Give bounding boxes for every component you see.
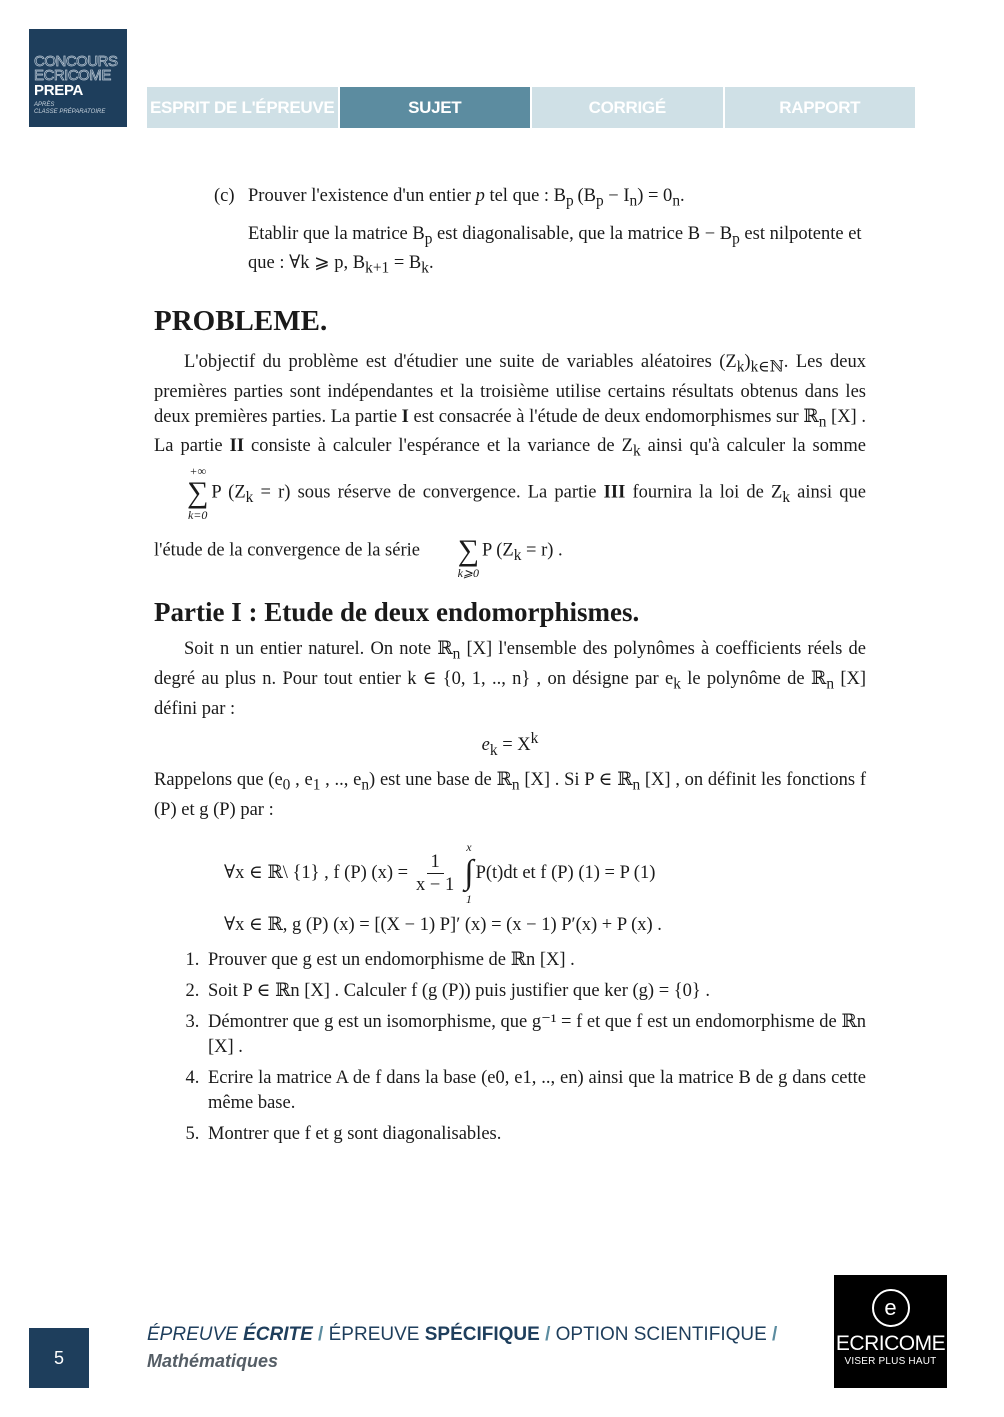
ecricome-e-icon: e (872, 1289, 910, 1327)
problem-intro: L'objectif du problème est d'étudier une suite de variables aléatoires $(Z_k)_{k\in ℕ}$. Les deux premières parties sont indépendantes et la troisième utilise certains résultats obtenus dans les deux premières parties. La partie I est consacrée à l'étude de deux endomorphismes sur ℝ$_n$ [X] . La partie II consiste à calculer l'espérance et la variance de $Z_k$ ainsi qu'à calculer la somme +∞ ∑ k=0 P $(Z_k = r)$ sous réserve de convergence. La partie III fournira la loi de $Z_k$ ainsi que l'étude de la convergence de la série ∑ k⩾0 P $(Z_k = r)$ . (154, 352, 866, 581)
question-2: 2. Soit P ∈ ℝn [X] . Calculer f (g (P)) puis justifier que ker (g) = {0} . (204, 979, 866, 1004)
footer-subject: Mathématiques (147, 1351, 279, 1371)
brand-name: ECRICOME (835, 1332, 946, 1355)
footer-exam-info: ÉPREUVE ÉCRITE / ÉPREUVE SPÉCIFIQUE / OPTION SCIENTIFIQUE / Mathématiques (147, 1321, 777, 1375)
brand-tagline: VISER PLUS HAUT (844, 1356, 937, 1367)
logo-line-apres: APRÈS (34, 102, 55, 108)
tab-esprit[interactable]: ESPRIT DE L'ÉPREUVE (147, 87, 338, 128)
series-sum-symbol: ∑ k⩾0 (457, 534, 479, 581)
tab-rapport[interactable]: RAPPORT (725, 87, 916, 128)
tab-sujet[interactable]: SUJET (340, 87, 531, 128)
fraction: $\frac{1}{x - 1}$ (416, 851, 455, 895)
question-1: 1. Prouver que g est un endomorphisme de ℝn [X] . (204, 948, 866, 973)
problem-title: PROBLEME. (154, 305, 328, 338)
logo-line-concours: CONCOURS (34, 53, 118, 70)
function-definitions (154, 841, 866, 938)
question-c-line2: Etablir que la matrice $B_p$ est diagonalisable, que la matrice $B - B_p$ est nilpotente et que : ∀k ⩾ p, $B_{k+1} = B_k$. (248, 223, 862, 278)
question-c-line1: Prouver l'existence d'un entier p tel que : $B_p$ $(B_p - I_n) = 0_n$. (248, 186, 685, 210)
integral-symbol: x ∫ 1 (464, 840, 474, 907)
question-c (154, 184, 866, 281)
ecricome-logo (834, 1275, 947, 1388)
question-3: 3. Démontrer que g est un isomorphisme, que g⁻¹ = f et que f est un endomorphisme de ℝn [X] . (204, 1010, 866, 1060)
question-5: 5. Montrer que f et g sont diagonalisables. (204, 1122, 866, 1147)
logo-line-prepa: PREPA (34, 82, 84, 99)
part-one-intro: Soit n un entier naturel. On note ℝ$_n$ [X] l'ensemble des polynômes à coefficients réels de degré au plus n. Pour tout entier k ∈ {0, 1, .., n} , on désigne par $e_k$ le polynôme de ℝ$_n$ [X] défini par : (154, 639, 866, 719)
concours-logo (29, 29, 127, 127)
equation-ek: $e_k = X^k$ (481, 729, 539, 759)
section-tabs (147, 87, 915, 128)
page-content (154, 184, 866, 1153)
question-c-label: (c) (214, 186, 235, 206)
logo-line-classe: CLASSE PRÉPARATOIRE (34, 109, 106, 115)
tab-corrige[interactable]: CORRIGÉ (532, 87, 723, 128)
definition-g: ∀x ∈ ℝ, g (P) (x) = [(X − 1) P]′ (x) = (x − 1) P′(x) + P (x) . (224, 915, 662, 936)
part-one-title: Partie I : Etude de deux endomorphismes. (154, 597, 640, 628)
definition-f: ∀x ∈ ℝ\ {1} , f (P) (x) = $\frac{1}{x - 1}$ x ∫ 1 P(t)dt et f (P) (1) = P (1) (224, 840, 656, 907)
sum-symbol: +∞ ∑ k=0 (187, 464, 209, 523)
question-list (154, 948, 866, 1147)
page-number: 5 (29, 1328, 89, 1388)
question-4: 4. Ecrire la matrice A de f dans la base (e0, e1, .., en) ainsi que la matrice B de g dans cette même base. (204, 1066, 866, 1116)
logo-line-ecricome: ECRICOME (34, 67, 111, 84)
part-one-definition: Rappelons que ($e_0$ , $e_1$ , .., $e_n$) est une base de ℝ$_n$ [X] . Si P ∈ ℝ$_n$ [X] , on définit les fonctions f (P) et g (P) par : (154, 770, 867, 821)
